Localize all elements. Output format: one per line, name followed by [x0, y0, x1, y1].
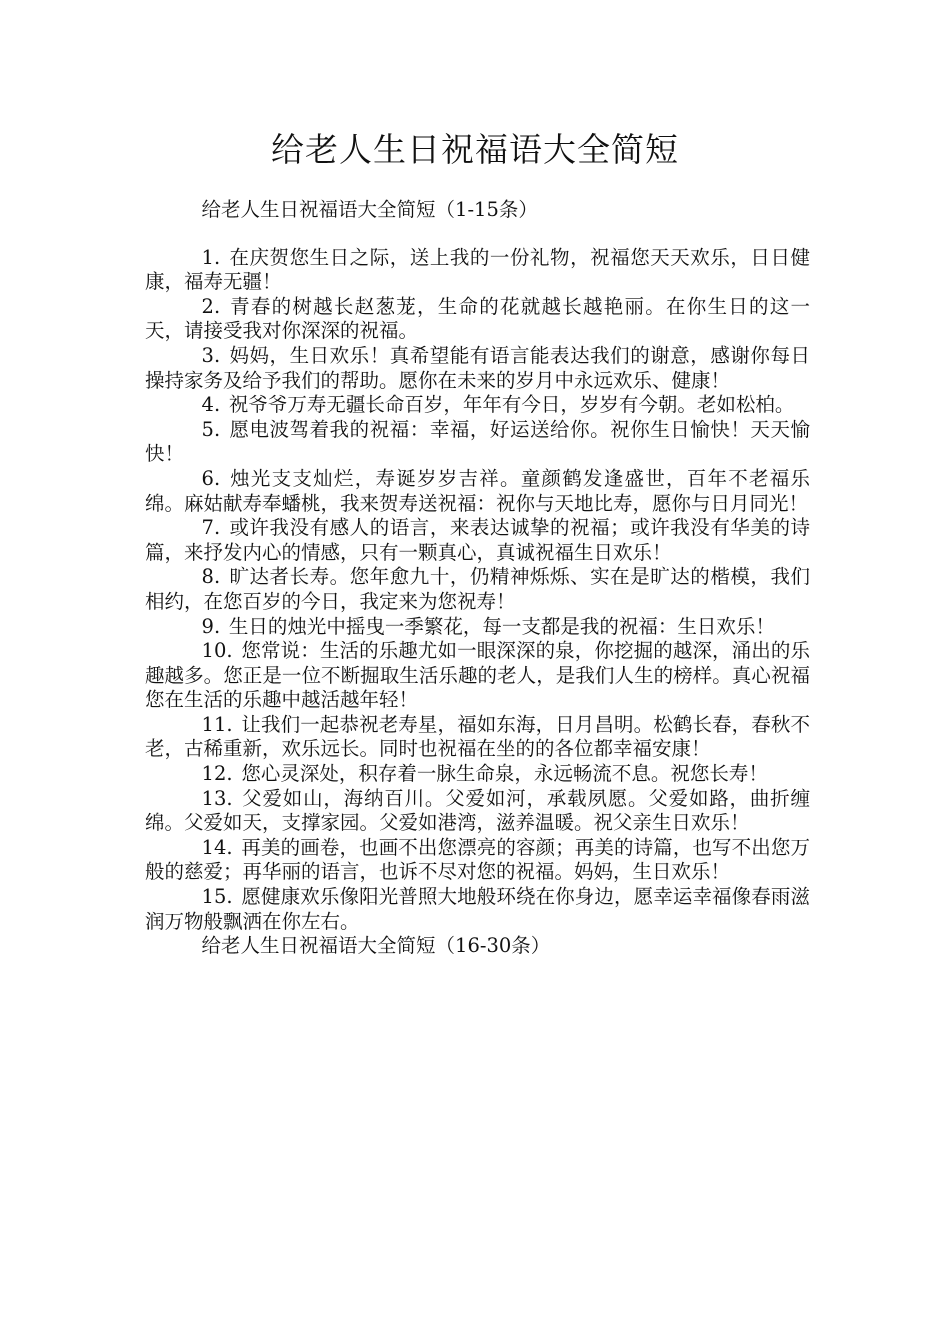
blessing-item: [145, 565, 810, 614]
blessing-item-number: 4.: [201, 393, 221, 417]
blessing-item-number: 7.: [201, 516, 221, 540]
blessing-item-text: 或许我没有感人的语言，来表达诚挚的祝福；或许我没有华美的诗篇，来抒发内心的情感，只有一颗真心，真诚祝福生日欢乐！: [145, 516, 810, 564]
blessing-item: [145, 393, 810, 418]
blessing-item: [145, 885, 810, 934]
blessing-item-text: 生日的烛光中摇曳一季繁花，每一支都是我的祝福：生日欢乐！: [228, 614, 775, 638]
blessing-item-text: 再美的画卷，也画不出您漂亮的容颜；再美的诗篇，也写不出您万般的慈爱；再华丽的语言，也诉不尽对您的祝福。妈妈，生日欢乐！: [145, 835, 810, 884]
document-body: [145, 198, 810, 959]
blessing-item-text: 父爱如山，海纳百川。父爱如河，承载夙愿。父爱如路，曲折缠绵。父爱如天，支撑家园。父爱如港湾，滋养温暖。祝父亲生日欢乐！: [145, 786, 810, 835]
blessing-item: [145, 246, 810, 295]
blessing-item-text: 烛光支支灿烂，寿诞岁岁吉祥。童颜鹤发逢盛世，百年不老福乐绵。麻姑献寿奉蟠桃，我来贺寿送祝福：祝你与天地比寿，愿你与日月同光！: [145, 466, 810, 515]
blessing-item: [145, 516, 810, 565]
blessing-item: [145, 713, 810, 762]
blessing-item: [145, 639, 810, 713]
blessing-item: [145, 836, 810, 885]
blessing-item-text: 您常说：生活的乐趣尤如一眼深深的泉，你挖掘的越深，涌出的乐趣越多。您正是一位不断掘取生活乐趣的老人，是我们人生的榜样。真心祝福您在生活的乐趣中越活越年轻！: [145, 639, 810, 712]
blessing-item-number: 15.: [201, 885, 233, 909]
section-heading-1-15: 给老人生日祝福语大全简短（1-15条）: [201, 198, 538, 221]
blessing-item: [145, 615, 810, 640]
blessing-item-text: 青春的树越长赵葱茏，生命的花就越长越艳丽。在你生日的这一天，请接受我对你深深的祝福。: [145, 294, 810, 343]
blessing-item-number: 8.: [201, 565, 221, 589]
blessing-item: [145, 344, 810, 393]
blessing-item-number: 6.: [201, 466, 221, 490]
blessing-item-number: 5.: [201, 417, 221, 441]
blessing-item-text: 您心灵深处，积存着一脉生命泉，永远畅流不息。祝您长寿！: [241, 762, 768, 786]
blessing-item-text: 在庆贺您生日之际，送上我的一份礼物，祝福您天天欢乐，日日健康，福寿无疆！: [145, 245, 810, 294]
blessing-item-number: 9.: [201, 614, 221, 638]
blessing-item-text: 旷达者长寿。您年愈九十，仍精神烁烁、实在是旷达的楷模，我们相约，在您百岁的今日，我定来为您祝寿！: [145, 565, 810, 613]
blessing-item: [145, 467, 810, 516]
blessing-item-text: 妈妈，生日欢乐！真希望能有语言能表达我们的谢意，感谢你每日操持家务及给予我们的帮助。愿你在未来的岁月中永远欢乐、健康！: [145, 343, 810, 392]
blessing-item: [145, 762, 810, 787]
blessing-item-number: 12.: [201, 762, 233, 786]
paragraph-spacer: [145, 223, 810, 246]
blessing-item: [145, 295, 810, 344]
section-heading-16-30: 给老人生日祝福语大全简短（16-30条）: [201, 934, 551, 958]
blessing-item: [145, 787, 810, 836]
blessing-item-number: 13.: [201, 786, 233, 810]
blessing-item-number: 10.: [201, 639, 233, 663]
blessing-item-number: 3.: [201, 343, 221, 367]
document-title: 给老人生日祝福语大全简短: [271, 130, 679, 169]
blessing-item-text: 祝爷爷万寿无疆长命百岁，年年有今日，岁岁有今朝。老如松柏。: [228, 393, 795, 417]
blessing-item-text: 愿电波驾着我的祝福：幸福，好运送给你。祝你生日愉快！天天愉快！: [145, 417, 810, 466]
blessing-item-text: 让我们一起恭祝老寿星，福如东海，日月昌明。松鹤长春，春秋不老，古稀重新，欢乐远长。同时也祝福在坐的的各位都幸福安康！: [145, 712, 810, 761]
blessing-item: [145, 418, 810, 467]
blessing-list: [145, 246, 810, 935]
blessing-item-number: 2.: [201, 294, 221, 318]
blessing-item-number: 11.: [201, 712, 233, 736]
blessing-item-text: 愿健康欢乐像阳光普照大地般环绕在你身边，愿幸运幸福像春雨滋润万物般飘洒在你左右。: [145, 885, 810, 933]
blessing-item-number: 14.: [201, 835, 233, 859]
blessing-item-number: 1.: [201, 245, 221, 269]
